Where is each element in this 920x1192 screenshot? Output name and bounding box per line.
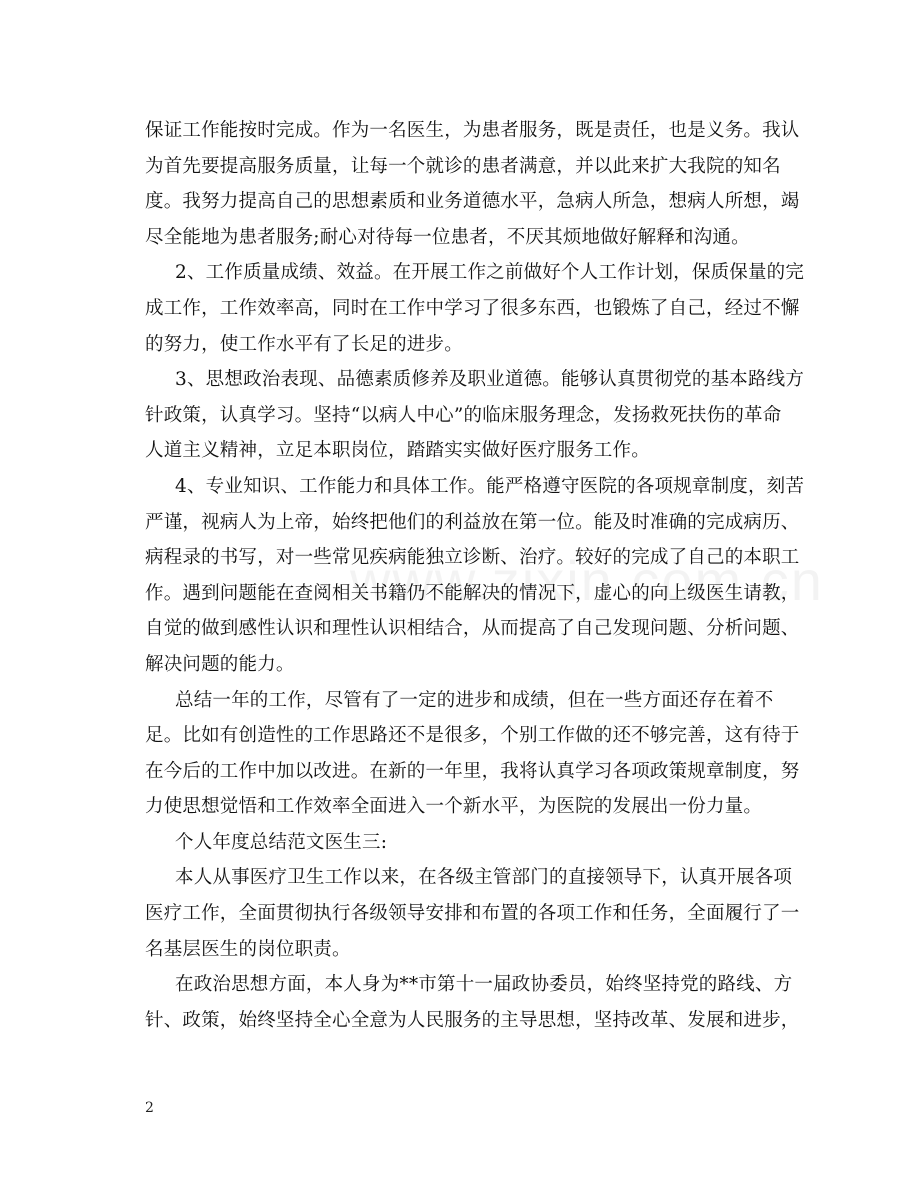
watermark (350, 548, 824, 613)
text-line: 2、工作质量成绩、效益。在开展工作之前做好个人工作计划，保质保量的完 (175, 262, 805, 284)
text-line: 尽全能地为患者服务;耐心对待每一位患者，不厌其烦地做好解释和沟通。 (145, 226, 750, 248)
text-line: 名基层医生的岗位职责。 (145, 938, 351, 960)
text-line: 针政策，认真学习。坚持“以病人中心”的临床服务理念，发扬救死扶伤的革命 (145, 404, 782, 426)
text-line: 度。我努力提高自己的思想素质和业务道德水平，急病人所急，想病人所想，竭 (145, 191, 800, 213)
text-line: 在今后的工作中加以改进。在新的一年里，我将认真学习各项政策规章制度，努 (145, 760, 800, 782)
text-line: 总结一年的工作，尽管有了一定的进步和成绩，但在一些方面还存在着不 (175, 689, 774, 711)
text-line: 3、思想政治表现、品德素质修养及职业道德。能够认真贯彻党的基本路线方 (175, 369, 805, 391)
text-line: 力使思想觉悟和工作效率全面进入一个新水平，为医院的发展出一份力量。 (145, 796, 763, 818)
text-line: 足。比如有创造性的工作思路还不是很多，个别工作做的还不够完善，这有待于 (145, 725, 800, 747)
page-number: 2 (145, 1100, 154, 1116)
text-line: 的努力，使工作水平有了长足的进步。 (145, 333, 463, 355)
text-line: 本人从事医疗卫生工作以来，在各级主管部门的直接领导下，认真开展各项 (175, 867, 793, 889)
text-line: 成工作，工作效率高，同时在工作中学习了很多东西，也锻炼了自己，经过不懈 (145, 297, 800, 319)
text-line: 医疗工作，全面贯彻执行各级领导安排和布置的各项工作和任务，全面履行了一 (145, 903, 800, 925)
text-line: 自觉的做到感性认识和理性认识相结合，从而提高了自己发现问题、分析问题、 (145, 618, 800, 640)
text-line: 人道主义精神，立足本职岗位，踏踏实实做好医疗服务工作。 (145, 440, 650, 462)
text-line: 为首先要提高服务质量，让每一个就诊的患者满意，并以此来扩大我院的知名 (145, 155, 781, 177)
text-line: 个人年度总结范文医生三: (175, 831, 388, 853)
text-line: 解决问题的能力。 (145, 653, 295, 675)
text-line: 4、专业知识、工作能力和具体工作。能严格遵守医院的各项规章制度，刻苦 (175, 475, 805, 497)
text-line: 在政治思想方面，本人身为**市第十一届政协委员，始终坚持党的路线、方 (175, 974, 793, 996)
text-line: 针、政策，始终坚持全心全意为人民服务的主导思想，坚持改革、发展和进步， (145, 1009, 800, 1031)
text-line: 保证工作能按时完成。作为一名医生，为患者服务，既是责任，也是义务。我认 (145, 120, 800, 141)
text-line: 作。遇到问题能在查阅相关书籍仍不能解决的情况下，虚心的向上级医生请教， (145, 582, 800, 604)
text-line: 病程录的书写，对一些常见疾病能独立诊断、治疗。较好的完成了自己的本职工 (145, 547, 800, 569)
text-line: 严谨，视病人为上帝，始终把他们的利益放在第一位。能及时准确的完成病历、 (145, 511, 800, 533)
